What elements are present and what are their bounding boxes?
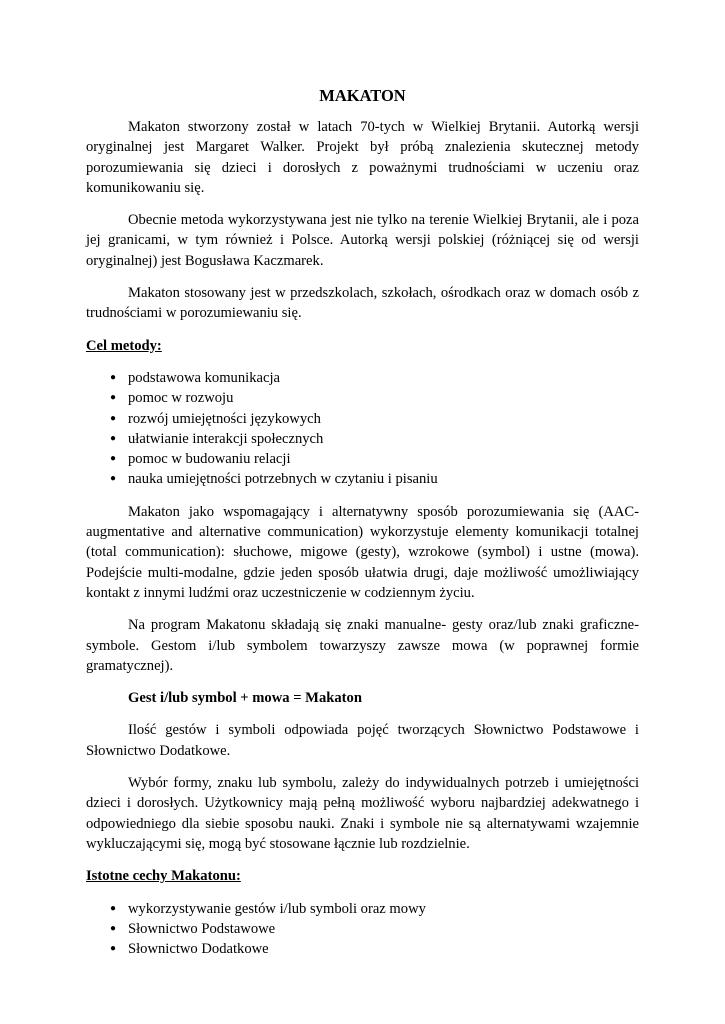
document-title: MAKATON [319, 86, 406, 105]
list-item: ● wykorzystywanie gestów i/lub symboli oraz mowy [86, 899, 639, 919]
list-item: ● rozwój umiejętności językowych [86, 409, 639, 429]
bullet-icon: ● [110, 473, 117, 485]
bullet-icon: ● [110, 453, 117, 465]
bullet-icon: ● [110, 371, 117, 383]
bullet-icon: ● [110, 432, 117, 444]
bullet-icon: ● [110, 943, 117, 955]
paragraph-vocabulary: Ilość gestów i symboli odpowiada pojęć tworzących Słownictwo Podstawowe i Słownictwo Dodatkowe. [86, 722, 639, 759]
paragraph-origin: Makaton stworzony został w latach 70-tych w Wielkiej Brytanii. Autorką wersji oryginalnej jest Margaret Walker. Projekt był próbą znalezienia skutecznej metody porozumiewania się dzieci i dorosłych z poważnymi trudnościami w uczeniu oraz komunikowaniu się. [86, 119, 639, 196]
bullet-icon: ● [110, 922, 117, 934]
bullet-icon: ● [110, 902, 117, 914]
formula-text: Gest i/lub symbol + mowa = Makaton [128, 690, 362, 707]
features-heading: Istotne cechy Makatonu: [86, 868, 241, 885]
list-item: ● pomoc w rozwoju [86, 388, 639, 408]
bullet-icon: ● [110, 392, 117, 404]
list-item: ● Słownictwo Podstawowe [86, 919, 639, 939]
list-item: ● Słownictwo Dodatkowe [86, 939, 639, 959]
bullet-icon: ● [110, 412, 117, 424]
paragraph-aac: Makaton jako wspomagający i alternatywny sposób porozumiewania się (AAC- augmentative and alternative communication) wykorzystuje elementy komunikacji totalnej (total communication): słuchowe, migowe (gesty), wzrokowe (symbol) i ustne (mowa). Podejście multi-modalne, gdzie jeden sposób ułatwia drugi, daje możliwość umożliwiający kontakt z innymi ludźmi oraz uczestniczenie w codziennym życiu. [86, 503, 639, 601]
goals-heading: Cel metody: [86, 337, 162, 354]
goals-list [86, 368, 639, 490]
paragraph-choice: Wybór formy, znaku lub symbolu, zależy do indywidualnych potrzeb i umiejętności dzieci i dorosłych. Użytkownicy mają pełną możliwość wyboru najbardziej adekwatnego i odpowiedniego dla siebie sposobu nauki. Znaki i symbole nie są alternatywami wzajemnie wykluczającymi się, mogą być stosowane łącznie lub rozdzielnie. [86, 775, 639, 852]
paragraph-program: Na program Makatonu składają się znaki manualne- gesty oraz/lub znaki graficzne- symbole. Gestom i/lub symbolem towarzyszy zawsze mowa (w poprawnej formie gramatycznej). [86, 617, 639, 674]
features-list [86, 899, 639, 960]
list-item: ● pomoc w budowaniu relacji [86, 449, 639, 469]
list-item: ● ułatwianie interakcji społecznych [86, 429, 639, 449]
paragraph-current-use: Obecnie metoda wykorzystywana jest nie tylko na terenie Wielkiej Brytanii, ale i poza jej granicami, w tym również i Polsce. Autorką wersji polskiej (różniącej się od wersji oryginalnej) jest Bogusława Kaczmarek. [86, 212, 639, 269]
list-item: ● podstawowa komunikacja [86, 368, 639, 388]
list-item: ● nauka umiejętności potrzebnych w czytaniu i pisaniu [86, 469, 639, 489]
paragraph-settings: Makaton stosowany jest w przedszkolach, szkołach, ośrodkach oraz w domach osób z trudnościami w porozumiewaniu się. [86, 285, 639, 322]
